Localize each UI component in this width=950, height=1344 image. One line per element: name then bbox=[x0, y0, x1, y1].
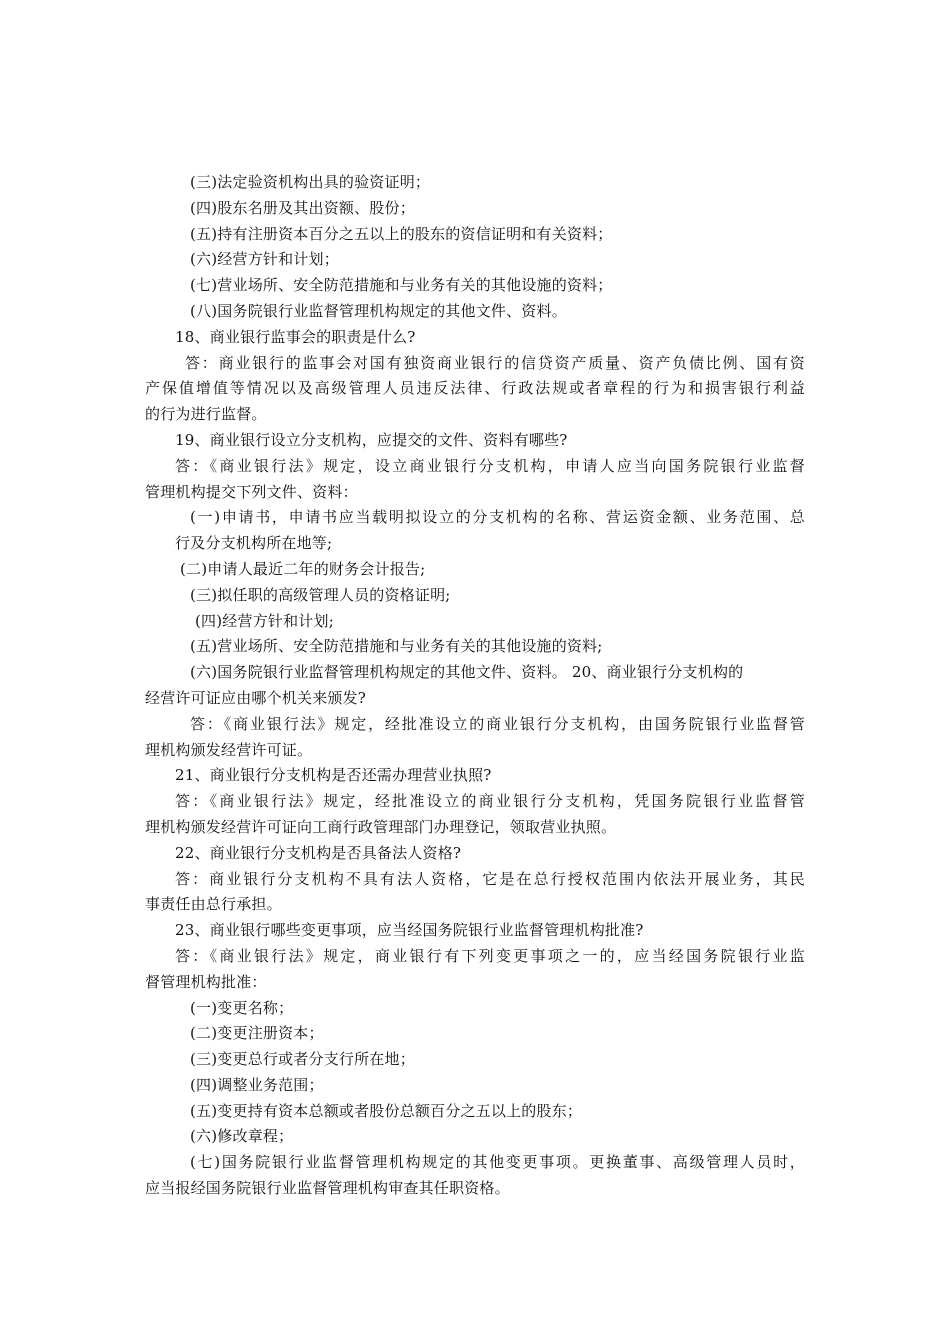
answer-text: 督管理机构批准： bbox=[145, 972, 267, 991]
list-item: (三)法定验资机构出具的验资证明； bbox=[190, 173, 431, 191]
document-body bbox=[145, 170, 805, 1202]
question-18: 18、商业银行监事会的职责是什么? bbox=[175, 327, 416, 346]
answer-text: 管理机构提交下列文件、资料： bbox=[145, 482, 358, 501]
list-item: (五)持有注册资本百分之五以上的股东的资信证明和有关资料； bbox=[190, 224, 613, 243]
answer-text: 理机构颁发经营许可证向工商行政管理部门办理登记，领取营业执照。 bbox=[145, 817, 617, 836]
list-item: (六)修改章程； bbox=[190, 1127, 294, 1146]
list-item: 行及分支机构所在地等; bbox=[175, 534, 333, 553]
answer-text: 事责任由总行承担。 bbox=[145, 895, 282, 914]
list-item: (四)调整业务范围； bbox=[190, 1075, 324, 1094]
answer-text: 答：《商业银行法》规定，经批准设立的商业银行分支机构，由国务院银行业监督管 bbox=[190, 714, 805, 733]
answer-text: 的行为进行监督。 bbox=[145, 405, 267, 424]
list-item: (一)变更名称； bbox=[190, 998, 294, 1017]
list-item: (七)营业场所、安全防范措施和与业务有关的其他设施的资料； bbox=[190, 276, 613, 295]
list-item: 应当报经国务院银行业监督管理机构审查其任职资格。 bbox=[145, 1179, 510, 1198]
list-item: (一)申请书，申请书应当载明拟设立的分支机构的名称、营运资金额、业务范围、总 bbox=[190, 508, 805, 527]
answer-text: 答：《商业银行法》规定，商业银行有下列变更事项之一的，应当经国务院银行业监 bbox=[175, 946, 805, 965]
list-item: (二)申请人最近二年的财务会计报告; bbox=[180, 559, 426, 578]
list-item: (三)拟任职的高级管理人员的资格证明; bbox=[190, 585, 451, 604]
list-item: (四)经营方针和计划; bbox=[195, 611, 334, 630]
answer-text: 答：《商业银行法》规定，设立商业银行分支机构，申请人应当向国务院银行业监督 bbox=[175, 456, 805, 475]
answer-text: 理机构颁发经营许可证。 bbox=[145, 740, 313, 759]
question-22: 22、商业银行分支机构是否具备法人资格? bbox=[175, 843, 462, 862]
answer-text: 答：商业银行的监事会对国有独资商业银行的信贷资产质量、资产负债比例、国有资 bbox=[185, 353, 805, 372]
answer-text: 答：商业银行分支机构不具有法人资格，它是在总行授权范围内依法开展业务，其民 bbox=[175, 869, 805, 888]
list-item: (八)国务院银行业监督管理机构规定的其他文件、资料。 bbox=[190, 301, 567, 320]
question-20: 经营许可证应由哪个机关来颁发? bbox=[145, 688, 367, 707]
list-item: (四)股东名册及其出资额、股份； bbox=[190, 198, 415, 217]
list-item: (五)变更持有资本总额或者股份总额百分之五以上的股东； bbox=[190, 1101, 583, 1120]
list-item: (三)变更总行或者分支行所在地； bbox=[190, 1050, 415, 1069]
answer-text: 产保值增值等情况以及高级管理人员违反法律、行政法规或者章程的行为和损害银行利益 bbox=[145, 379, 805, 398]
list-item: (七)国务院银行业监督管理机构规定的其他变更事项。更换董事、高级管理人员时， bbox=[190, 1153, 805, 1172]
question-21: 21、商业银行分支机构是否还需办理营业执照? bbox=[175, 766, 492, 785]
list-item: (六)经营方针和计划； bbox=[190, 250, 339, 269]
question-19: 19、商业银行设立分支机构，应提交的文件、资料有哪些? bbox=[175, 430, 568, 449]
question-23: 23、商业银行哪些变更事项，应当经国务院银行业监督管理机构批准? bbox=[175, 921, 644, 940]
list-item: (六)国务院银行业监督管理机构规定的其他文件、资料。 20、商业银行分支机构的 bbox=[190, 663, 744, 682]
list-item: (二)变更注册资本； bbox=[190, 1024, 324, 1043]
answer-text: 答：《商业银行法》规定，经批准设立的商业银行分支机构，凭国务院银行业监督管 bbox=[175, 792, 805, 811]
list-item: (五)营业场所、安全防范措施和与业务有关的其他设施的资料; bbox=[190, 637, 603, 656]
